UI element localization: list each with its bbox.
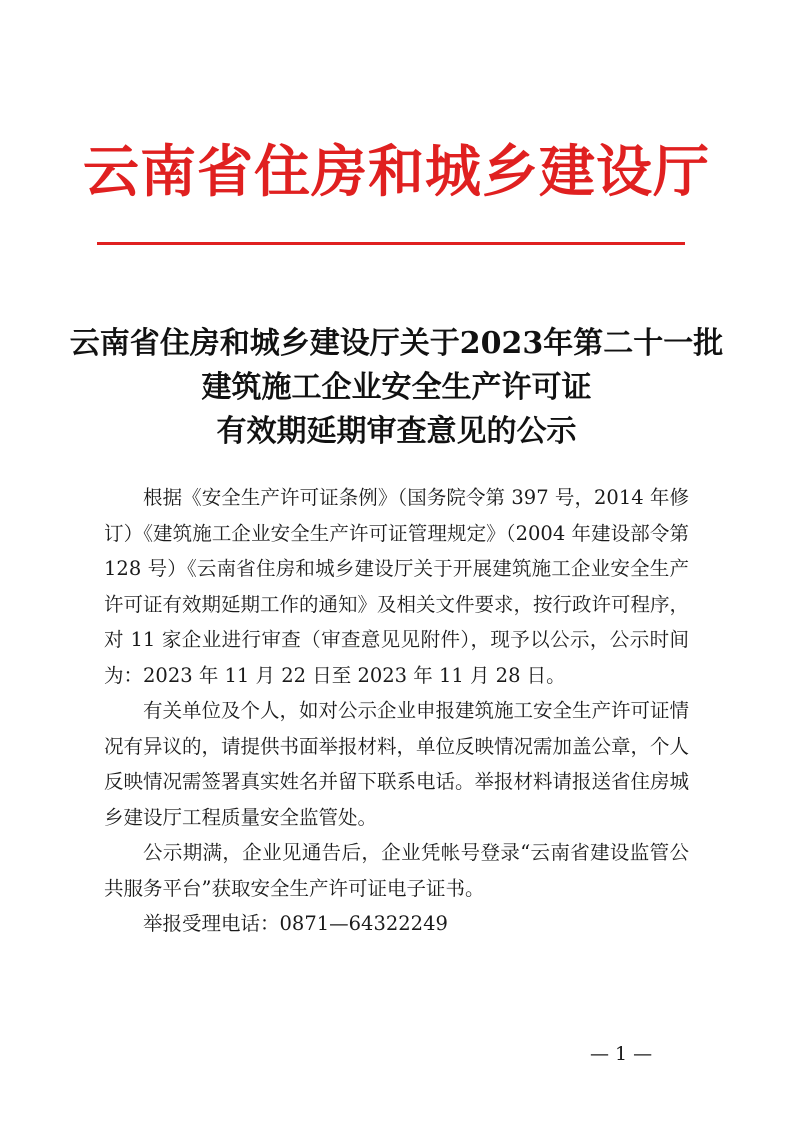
paragraph-certificate-retrieval: 公示期满，企业见通告后，企业凭帐号登录“云南省建设监管公共服务平台”获取安全生产许可证电子证书。: [104, 841, 689, 900]
page-number: — 1 —: [590, 1043, 653, 1065]
document-body: [104, 480, 689, 942]
letterhead-red-rule: [97, 242, 685, 245]
paragraph-report-phone: 举报受理电话：0871—64322249: [143, 912, 448, 935]
title-line-2: 建筑施工企业安全生产许可证: [201, 370, 592, 405]
document-title: [0, 322, 793, 454]
title-line-3: 有效期延期审查意见的公示: [216, 414, 577, 449]
paragraph-objection-instructions: 有关单位及个人，如对公示企业申报建筑施工安全生产许可证情况有异议的，请提供书面举报材料，单位反映情况需加盖公章，个人反映情况需签署真实姓名并留下联系电话。举报材料请报送省住房城乡建设厅工程质量安全监管处。: [104, 699, 690, 829]
paragraph-legal-basis: 根据《安全生产许可证条例》（国务院令第 397 号，2014 年修订）《建筑施工企业安全生产许可证管理规定》（2004 年建设部令第 128 号）《云南省住房和城乡建设厅关于开展建筑施工企业安全生产许可证有效期延期工作的通知》及相关文件要求，按行政许可程序，对 11 家企业进行审查（审查意见见附件），现予以公示，公示时间为：2023 年 11 月 22 日至 2023 年 11 月 28 日。: [104, 486, 690, 687]
title-line-1: 云南省住房和城乡建设厅关于2023年第二十一批: [69, 326, 724, 361]
letterhead-title: 云南省住房和城乡建设厅: [83, 140, 710, 205]
